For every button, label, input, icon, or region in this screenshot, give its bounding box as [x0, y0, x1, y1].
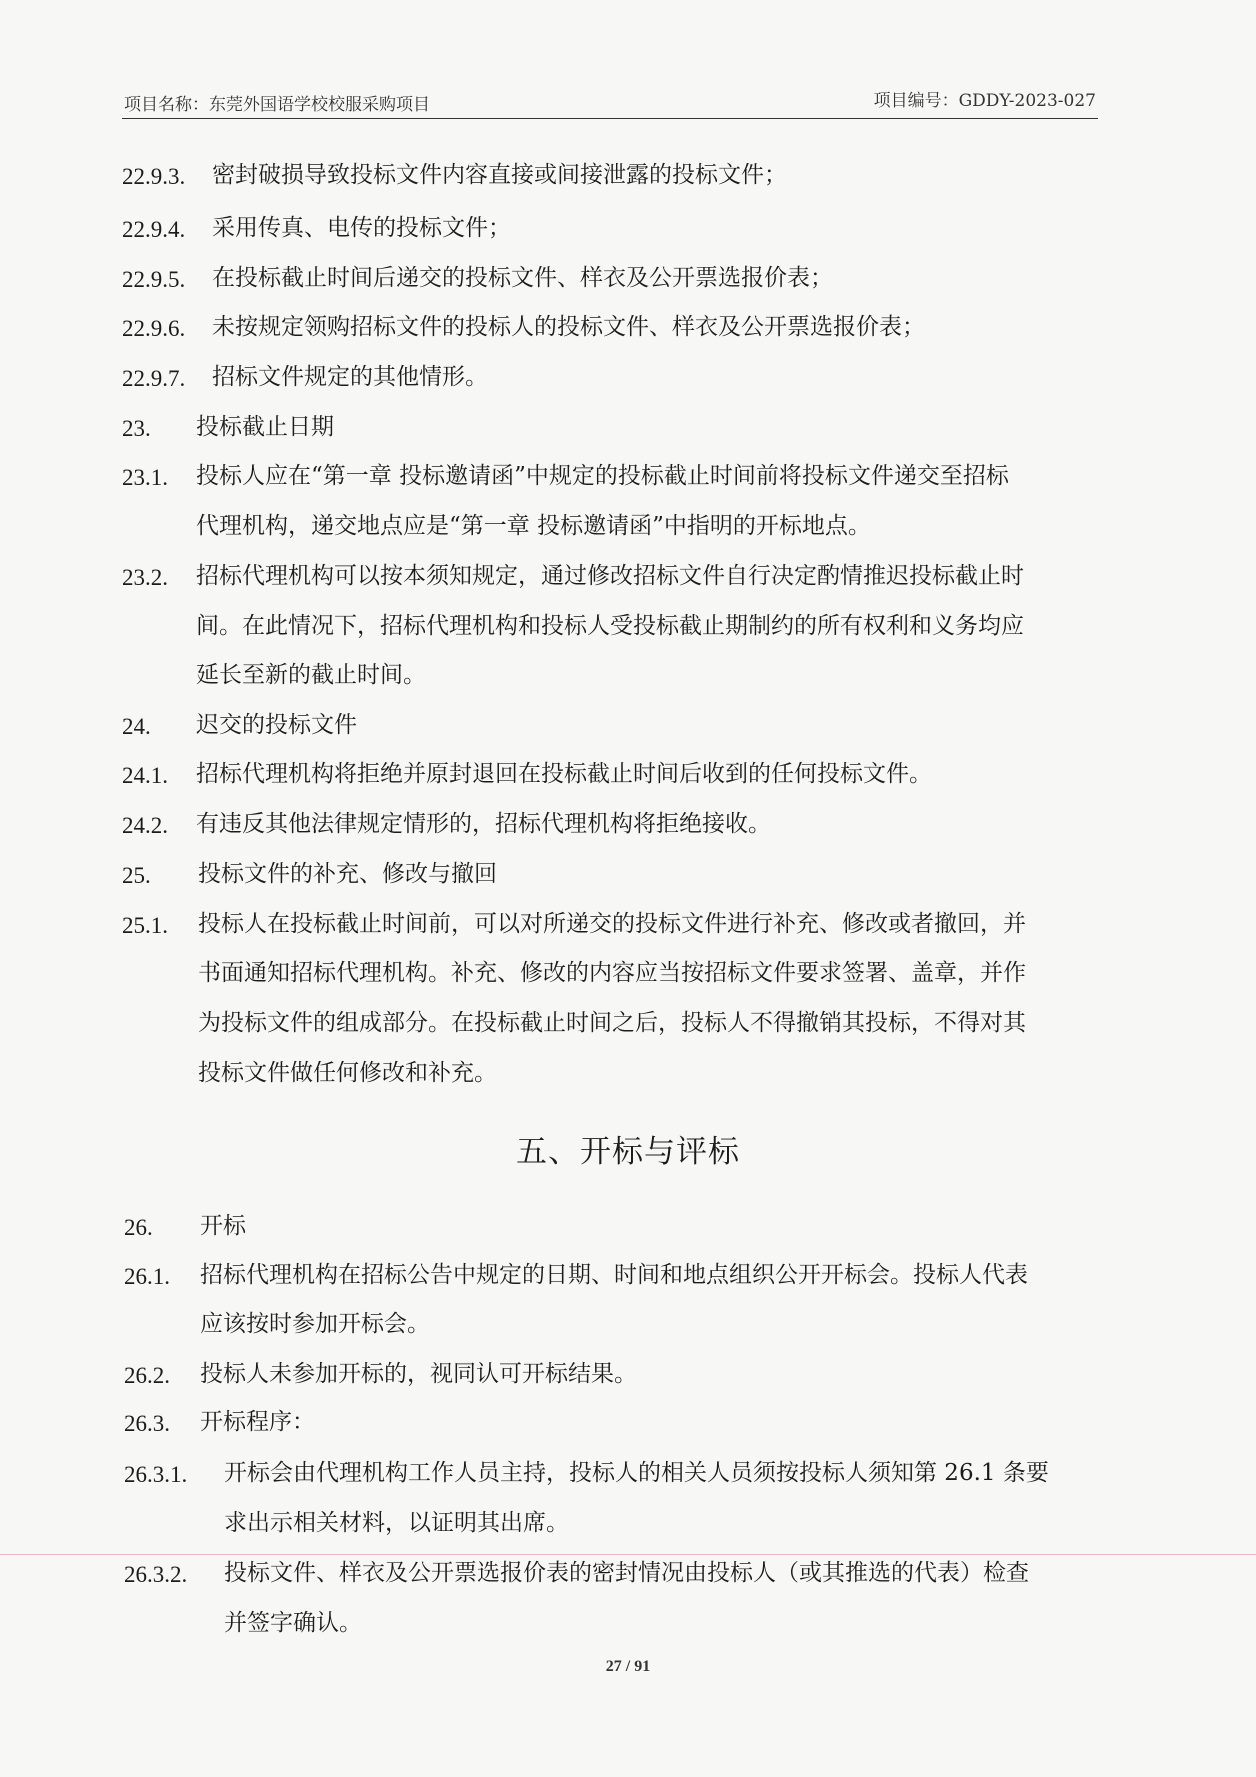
clause-number: 26.2. — [124, 1363, 170, 1388]
clause-number: 24.2. — [122, 813, 168, 838]
clause-text-continued: 书面通知招标代理机构。补充、修改的内容应当按招标文件要求签署、盖章，并作 — [198, 960, 1026, 986]
clause-text: 在投标截止时间后递交的投标文件、样衣及公开票选报价表； — [212, 265, 833, 291]
clause-text: 未按规定领购招标文件的投标人的投标文件、样衣及公开票选报价表； — [212, 314, 925, 340]
project-name: 项目名称：东莞外国语学校校服采购项目 — [124, 95, 430, 115]
clause-text: 投标文件、样衣及公开票选报价表的密封情况由投标人（或其推选的代表）检查 — [224, 1560, 1029, 1586]
clause-text: 采用传真、电传的投标文件； — [212, 215, 511, 241]
clause-number: 22.9.4. — [122, 217, 186, 242]
section-title: 五、开标与评标 — [516, 1134, 740, 1170]
page-header — [122, 82, 1098, 119]
clause-number: 22.9.5. — [122, 267, 186, 292]
scan-artifact-line — [0, 1554, 1256, 1555]
clause-text-continued: 应该按时参加开标会。 — [200, 1311, 430, 1337]
clause-number: 25.1. — [122, 913, 168, 938]
clause-text: 迟交的投标文件 — [196, 712, 357, 738]
clause-text: 招标代理机构在招标公告中规定的日期、时间和地点组织公开开标会。投标人代表 — [200, 1262, 1028, 1288]
clause-text-continued: 求出示相关材料，以证明其出席。 — [224, 1510, 569, 1536]
clause-text: 开标 — [200, 1213, 246, 1239]
clause-text-continued: 投标文件做任何修改和补充。 — [198, 1060, 497, 1086]
clause-number: 23.1. — [122, 465, 168, 490]
clause-number: 26.3.1. — [124, 1462, 188, 1487]
clause-text: 开标会由代理机构工作人员主持，投标人的相关人员须按投标人须知第 26.1 条要 — [224, 1460, 1049, 1486]
page-number: 27 / 91 — [605, 1658, 651, 1675]
clause-number: 22.9.3. — [122, 164, 186, 189]
clause-text: 开标程序： — [200, 1409, 315, 1435]
clause-text: 密封破损导致投标文件内容直接或间接泄露的投标文件； — [212, 162, 787, 188]
clause-text-continued: 间。在此情况下，招标代理机构和投标人受投标截止期制约的所有权利和义务均应 — [196, 613, 1024, 639]
clause-text: 投标人应在“第一章 投标邀请函”中规定的投标截止时间前将投标文件递交至招标 — [196, 463, 1009, 489]
clause-number: 24.1. — [122, 763, 168, 788]
clause-number: 22.9.7. — [122, 366, 186, 391]
clause-number: 26.3.2. — [124, 1562, 188, 1587]
clause-text: 招标文件规定的其他情形。 — [212, 364, 488, 390]
clause-text: 投标人在投标截止时间前，可以对所递交的投标文件进行补充、修改或者撤回，并 — [198, 911, 1026, 937]
clause-number: 23. — [122, 416, 151, 441]
clause-text: 投标人未参加开标的，视同认可开标结果。 — [200, 1361, 637, 1387]
clause-number: 22.9.6. — [122, 316, 186, 341]
clause-text: 投标文件的补充、修改与撤回 — [198, 861, 497, 887]
clause-text-continued: 为投标文件的组成部分。在投标截止时间之后，投标人不得撤销其投标，不得对其 — [198, 1010, 1026, 1036]
clause-text: 招标代理机构将拒绝并原封退回在投标截止时间后收到的任何投标文件。 — [196, 761, 932, 787]
clause-text: 招标代理机构可以按本须知规定，通过修改招标文件自行决定酌情推迟投标截止时 — [196, 563, 1024, 589]
clause-number: 26.1. — [124, 1264, 170, 1289]
clause-number: 25. — [122, 863, 151, 888]
clause-text: 投标截止日期 — [196, 414, 334, 440]
clause-number: 26. — [124, 1215, 153, 1240]
clause-text-continued: 代理机构，递交地点应是“第一章 投标邀请函”中指明的开标地点。 — [196, 513, 871, 539]
clause-text-continued: 延长至新的截止时间。 — [196, 662, 426, 688]
clause-number: 24. — [122, 714, 151, 739]
project-number: 项目编号：GDDY-2023-027 — [873, 91, 1096, 111]
clause-text: 有违反其他法律规定情形的，招标代理机构将拒绝接收。 — [196, 811, 771, 837]
clause-text-continued: 并签字确认。 — [224, 1610, 362, 1636]
clause-number: 23.2. — [122, 565, 168, 590]
clause-number: 26.3. — [124, 1411, 170, 1436]
